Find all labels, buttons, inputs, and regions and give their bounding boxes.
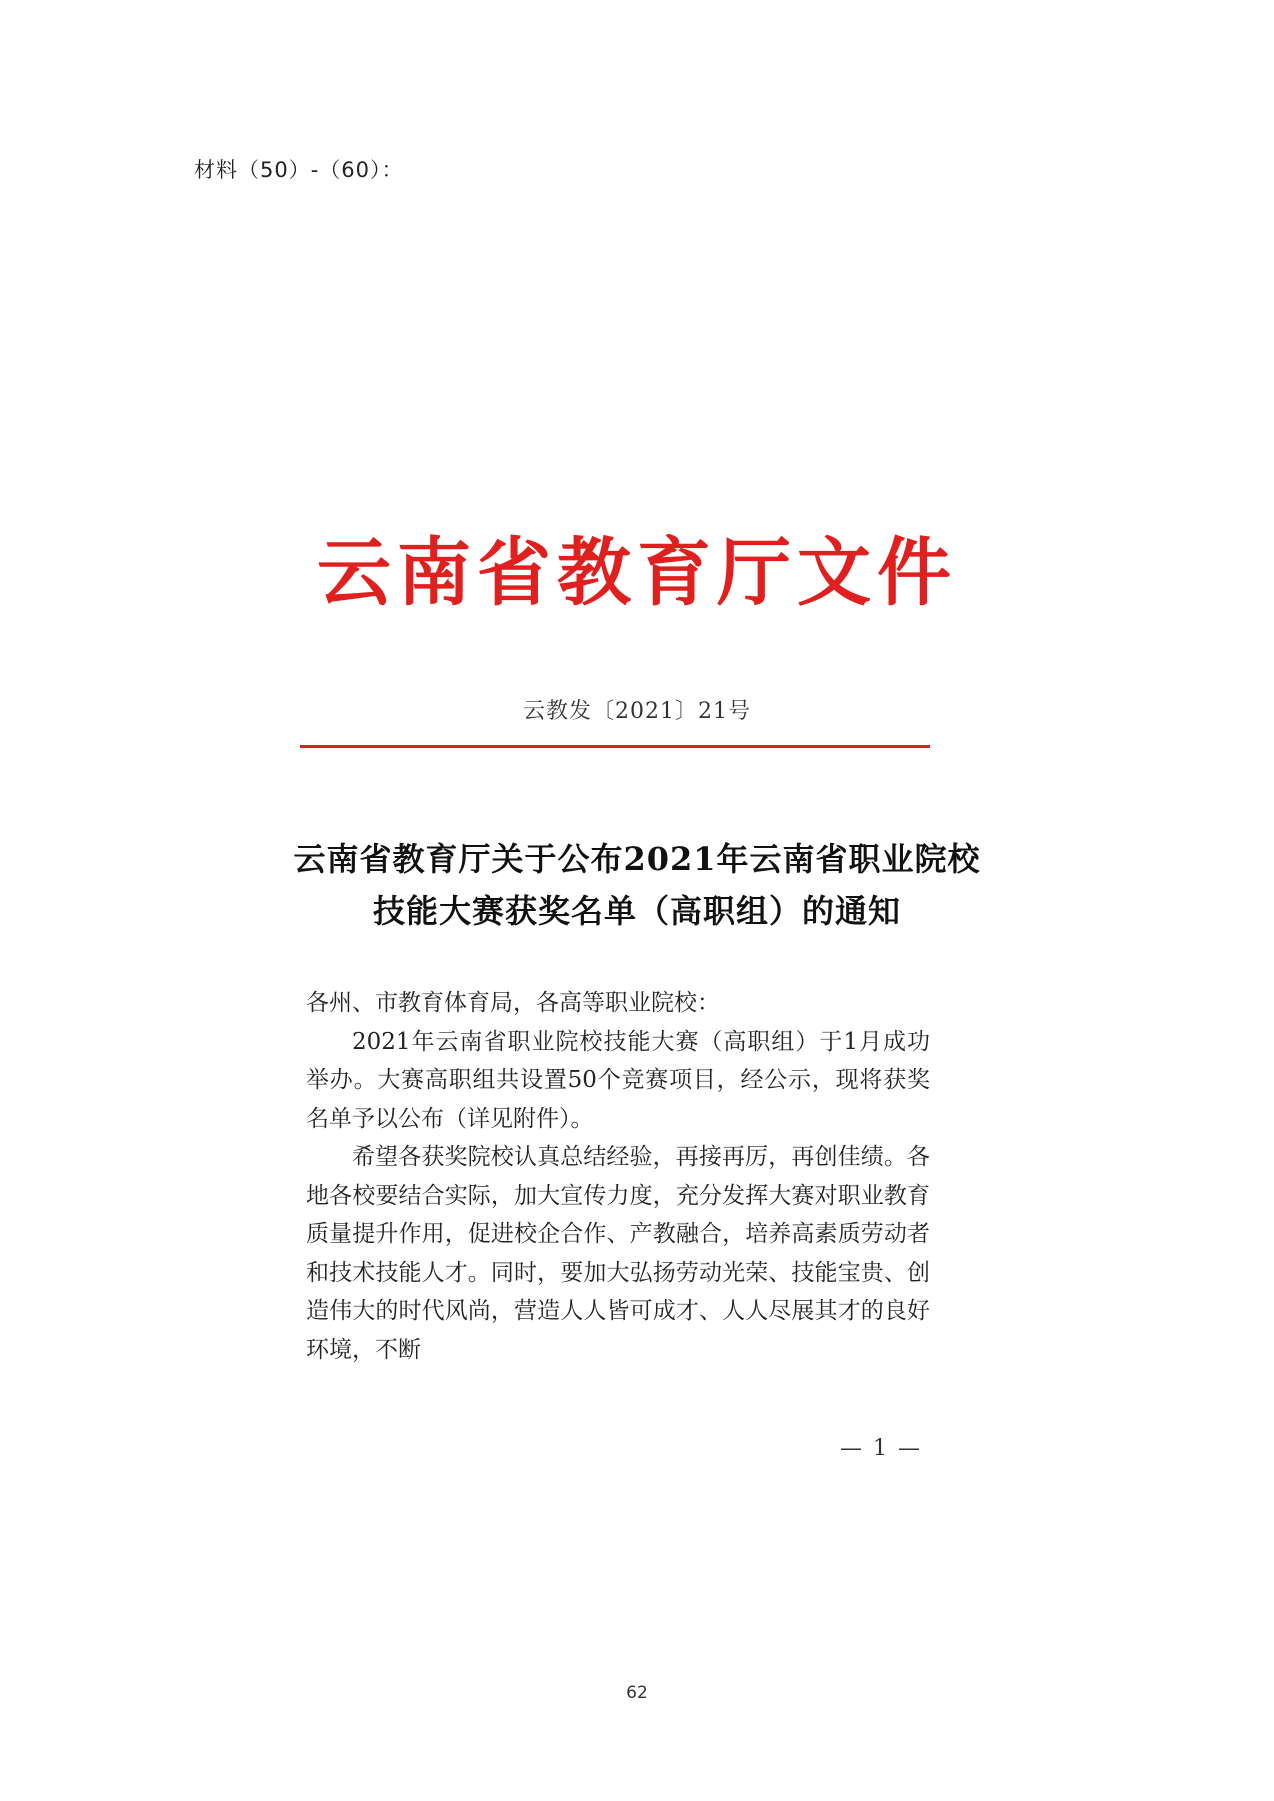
document-org-title: 云南省教育厅文件 [317, 530, 957, 616]
notice-title-line-1: 云南省教育厅关于公布2021年云南省职业院校 [293, 840, 981, 878]
inner-page-number: — 1 — [840, 1436, 922, 1461]
body-paragraph-2: 希望各获奖院校认真总结经验，再接再厉，再创佳绩。各地各校要结合实际，加大宣传力度，充分发挥大赛对职业教育质量提升作用，促进校企合作、产教融合，培养高素质劳动者和技术技能人才。同时，要加大弘扬劳动光荣、技能宝贵、创造伟大的时代风尚，营造人人皆可成才、人人尽展其才的良好环境，不断 [306, 1144, 930, 1363]
page-number: 62 [626, 1683, 648, 1703]
body-paragraph-1: 2021年云南省职业院校技能大赛（高职组）于1月成功举办。大赛高职组共设置50个竞赛项目，经公示，现将获奖名单予以公布（详见附件）。 [306, 1028, 930, 1132]
notice-title [0, 833, 1274, 937]
material-label: 材料（50）-（60）： [194, 158, 404, 182]
salutation: 各州、市教育体育局，各高等职业院校： [306, 990, 720, 1016]
document-number: 云教发〔2021〕21号 [523, 699, 751, 724]
header-divider [300, 745, 930, 748]
notice-title-line-2: 技能大赛获奖名单（高职组）的通知 [372, 892, 901, 930]
notice-body [306, 984, 930, 1369]
